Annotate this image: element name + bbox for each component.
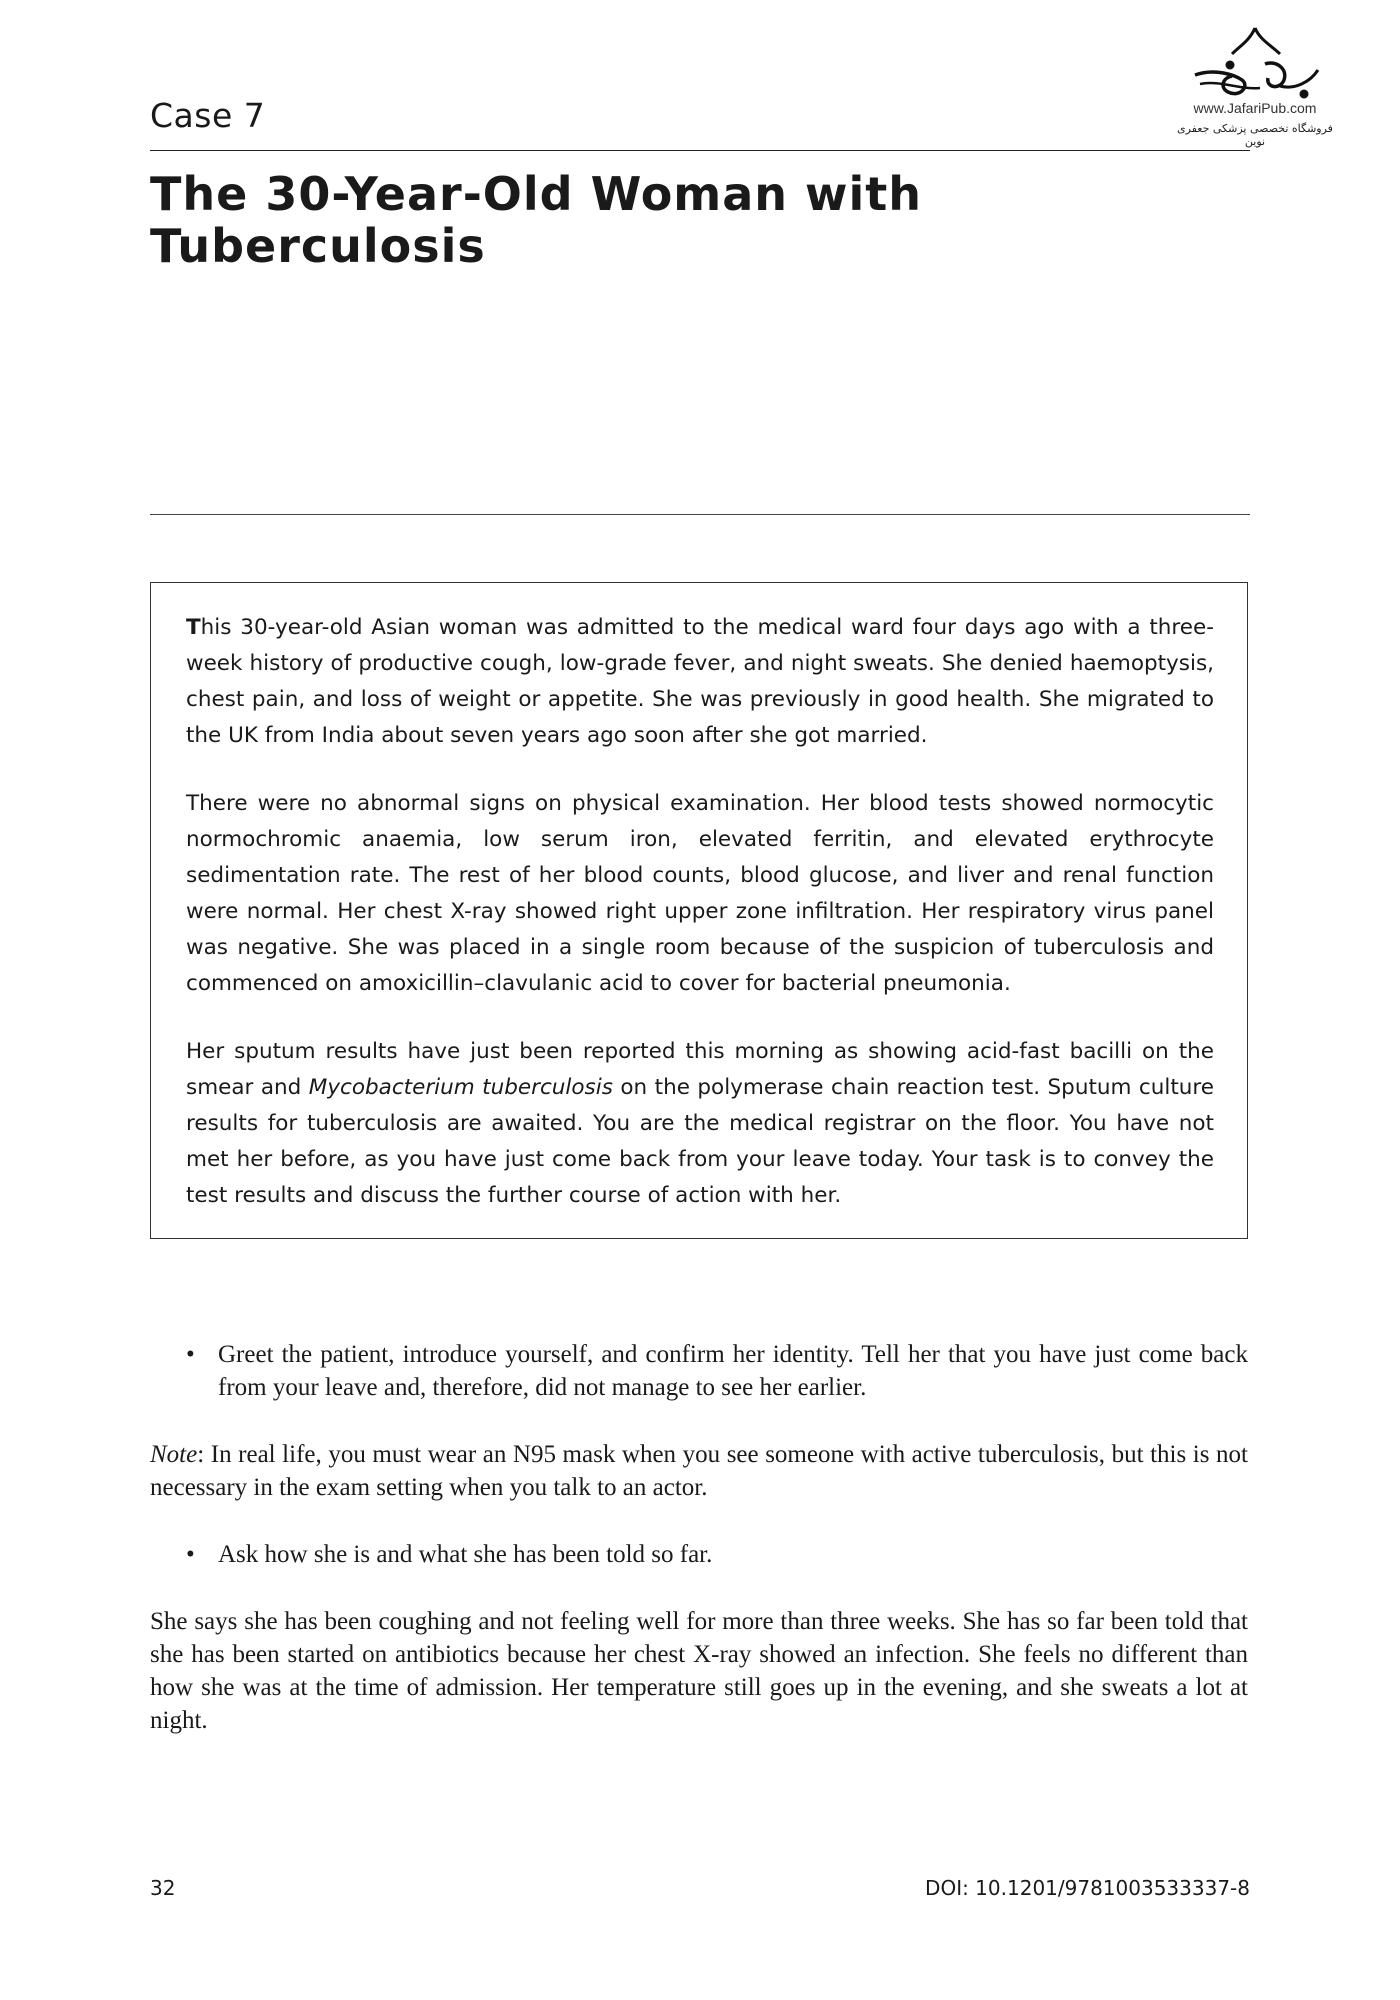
case-paragraph-1	[186, 610, 1214, 754]
response-lead-letter: S	[150, 1608, 164, 1635]
header-rule	[150, 150, 1250, 151]
case-paragraph-3	[186, 1034, 1214, 1214]
page-number: 32	[150, 1876, 176, 1900]
organism-name: Mycobacterium tuberculosis	[308, 1075, 613, 1100]
case-paragraph-1-text: his 30-year-old Asian woman was admitted to the medical ward four days ago with a three-week history of productive cough, low-grade fever, and night sweats. She denied haemoptysis, chest pain, and loss of weight or appetite. She was previously in good health. She migrated to the UK from India about seven years ago soon after she got married.	[186, 615, 1214, 748]
bullet-icon: •	[186, 1541, 195, 1568]
bullet-text-2: Ask how she is and what she has been told so far.	[218, 1541, 713, 1568]
section-divider	[150, 514, 1250, 515]
case-paragraph-3-text-a: Her sputum results have just been reported this morning as showing acid-fast bacilli on the smear and	[186, 1039, 1214, 1100]
case-paragraph-2: There were no abnormal signs on physical examination. Her blood tests showed normocytic normochromic anaemia, low serum iron, elevated ferritin, and elevated erythrocyte sedimentation rate. The rest of her blood counts, blood glucose, and liver and renal function were normal. Her chest X-ray showed right upper zone infiltration. Her respiratory virus panel was negative. She was placed in a single room because of the suspicion of tuberculosis and commenced on amoxicillin–clavulanic acid to cover for bacterial pneumonia.	[186, 791, 1214, 996]
main-body	[150, 1338, 1248, 1737]
case-paragraph-3-text-b: on the polymerase chain reaction test. Sputum culture results for tuberculosis are awaited. You are the medical registrar on the floor. You have not met her before, as you have just come back from your leave today. Your task is to convey the test results and discuss the further course of action with her.	[186, 1075, 1214, 1208]
case-label: Case 7	[150, 96, 266, 135]
note-label: Note	[150, 1441, 198, 1468]
page-title	[150, 168, 1150, 272]
bullet-text-1: Greet the patient, introduce yourself, and confirm her identity. Tell her that you have just come back from your leave and, therefore, did not manage to see her earlier.	[218, 1341, 1248, 1401]
note-paragraph	[150, 1438, 1248, 1504]
jafaripub-logo-mark-icon	[1180, 20, 1330, 100]
doi-link[interactable]: DOI: 10.1201/9781003533337-8	[925, 1876, 1250, 1900]
note-text: : In real life, you must wear an N95 mask when you see someone with active tuberculosis, but this is not necessary in the exam setting when you talk to an actor.	[150, 1441, 1248, 1501]
response-text: he says she has been coughing and not feeling well for more than three weeks. She has so far been told that she has been started on antibiotics because her chest X-ray showed an infection. She feels no different than how she was at the time of admission. Her temperature still goes up in the evening, and she sweats a lot at night.	[150, 1608, 1248, 1734]
case-scenario-box	[150, 582, 1248, 1239]
list-item	[150, 1338, 1248, 1404]
patient-response-paragraph	[150, 1605, 1248, 1737]
bullet-icon: •	[186, 1341, 195, 1368]
title-line-1: The 30-Year-Old Woman with	[150, 167, 923, 221]
logo-url-text: www.JafariPub.com	[1193, 100, 1317, 116]
list-item	[150, 1538, 1248, 1571]
drop-letter: T	[186, 615, 201, 640]
logo-persian-tagline: فروشگاه تخصصی پزشکی جعفری نوین	[1177, 122, 1333, 148]
title-line-2: Tuberculosis	[150, 219, 486, 273]
publisher-logo	[1170, 20, 1340, 150]
